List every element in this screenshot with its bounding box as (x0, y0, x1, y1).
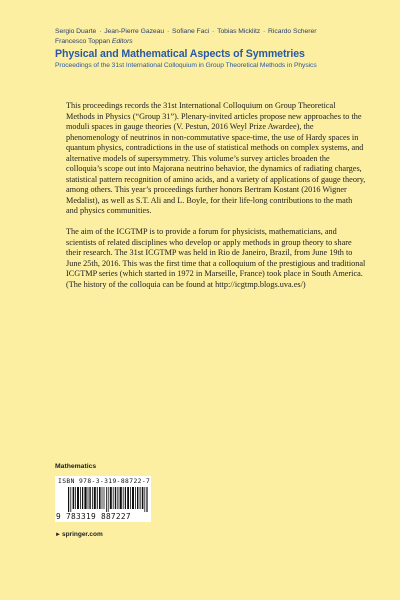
blurb-paragraph: The aim of the ICGTMP is to provide a forum for physicists, mathematicians, and scientists of related disciplines who develop or apply methods in group theory to share their research. The 31st ICGTMP was held in Rio de Janeiro, Brazil, from June 19th to June 25th, 2016. This was the first time that a colloquium of the prestigious and traditional ICGTMP series (which started in 1972 in Marseille, France) took place in South America. (The history of the colloquia can be found at http://icgtmp.blogs.uva.es/) (66, 227, 366, 289)
subject-label: Mathematics (55, 463, 97, 470)
editor-name: Francesco Toppan (55, 38, 110, 45)
blurb-paragraph: This proceedings records the 31st International Colloquium on Group Theoretical Methods in Physics (“Group 31”). Plenary-invited articles propose new approaches to the moduli spaces in gauge theories (V. Pestun, 2016 Weyl Prize Awardee), the phenomenology of neutrinos in non-commutative space-time, the use of Hardy spaces in quantum physics, contradictions in the use of statistical methods on complex systems, and alternative models of supersymmetry. This volume’s survey articles broaden the colloquia’s scope out into Majorana neutrino behavior, the dynamics of radiating charges, statistical pattern recognition of amino acids, and a variety of applications of gauge theory, among others. This year’s proceedings further honors Bertram Kostant (2016 Wigner Medalist), as well as S.T. Ali and L. Boyle, for their life-long contributions to the math and physics communities. (66, 101, 366, 216)
editors-label: Editors (111, 38, 133, 45)
editors-line: Sergio Duarte · Jean-Pierre Gazeau · Sofiane Faci · Tobias Micklitz · Ricardo Scherer Francesco Toppan Editors (55, 28, 317, 45)
barcode-bars (68, 487, 148, 512)
editor-name: Tobias Micklitz (217, 28, 261, 35)
website-text: springer.com (61, 531, 103, 538)
publisher-website[interactable] (55, 531, 103, 538)
editor-name: Jean-Pierre Gazeau (104, 28, 165, 35)
isbn-text: ISBN 978-3-319-88722-7 (58, 478, 151, 485)
editor-name: Ricardo Scherer (268, 28, 317, 35)
arrow-right-icon: ► (55, 532, 61, 538)
barcode-digits: 9 783319 887227 (56, 512, 131, 521)
cover-header (55, 27, 385, 70)
editor-name: Sergio Duarte (55, 28, 97, 35)
barcode (55, 476, 151, 522)
blurb (66, 101, 366, 300)
book-title: Physical and Mathematical Aspects of Symmetries (55, 48, 305, 60)
book-subtitle: Proceedings of the 31st International Colloquium in Group Theoretical Methods in Physics (55, 62, 317, 69)
editor-name: Sofiane Faci (172, 28, 210, 35)
